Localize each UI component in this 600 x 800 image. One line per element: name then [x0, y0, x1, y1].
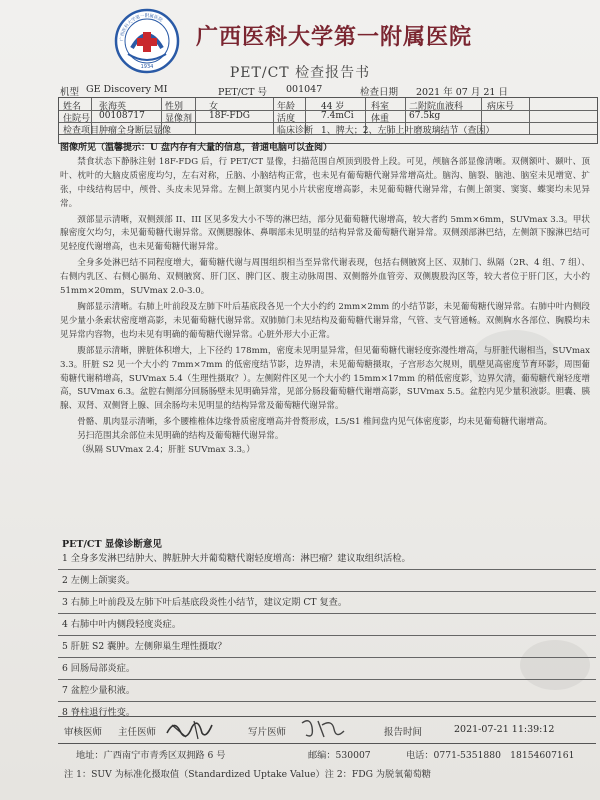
- petct-no-label: PET/CT 号: [218, 87, 267, 98]
- findings-paragraph: （纵隔 SUVmax 2.4；肝脏 SUVmax 3.3。）: [77, 445, 255, 456]
- findings-paragraph: 骨骼、肌肉显示清晰，多个腰椎椎体边缘骨质密度增高并骨赘形成，L5/S1 椎间盘内见气体密度影，均未见葡萄糖代谢增高。: [77, 417, 553, 428]
- name-label: 姓名: [63, 102, 82, 112]
- activity-label: 活度: [277, 114, 296, 124]
- report-time-label: 报告时间: [384, 727, 423, 738]
- signature-row: [58, 716, 596, 744]
- diagnosis-item: 8 脊柱退行性变。: [62, 707, 136, 718]
- weight-label: 体重: [371, 114, 390, 124]
- writer-label: 写片医师: [248, 727, 287, 738]
- exam-item: 肿瘤全身断层显像: [99, 126, 172, 136]
- patient-age: 44 岁: [321, 102, 345, 112]
- attending-label: 主任医师: [118, 727, 157, 738]
- diagnosis-list: [58, 548, 596, 723]
- patient-dept: 二附院血液科: [409, 102, 464, 112]
- clinical-diagnosis: 1、脾大；2、左肺上叶磨玻璃结节（查因）: [321, 126, 495, 136]
- diagnosis-item: 4 右肺中叶内侧段轻度炎症。: [58, 614, 596, 636]
- diagnosis-item: 2 左侧上颌窦炎。: [58, 570, 596, 592]
- machine-label: 机型: [60, 87, 80, 98]
- machine-value: GE Discovery MI: [86, 84, 168, 95]
- sex-label: 性别: [165, 102, 184, 112]
- attending-signature: [164, 713, 214, 743]
- svg-text:广西医科大学第一附属医院: 广西医科大学第一附属医院: [119, 13, 164, 42]
- findings-paragraph: 另扫范围其余部位未见明确的结构及葡萄糖代谢异常。: [77, 431, 284, 442]
- footer-note: 注 1：SUV 为标准化摄取值（Standardized Uptake Value）注 2：FDG 为脱氧葡萄糖: [64, 769, 431, 780]
- footer-postcode: 邮编：530007: [308, 750, 371, 761]
- patient-name: 张海英: [99, 102, 127, 112]
- findings-paragraph: 禁食状态下静脉注射 18F-FDG 后，行 PET/CT 显像，扫描范围自颅顶到股骨上段。可见，颅脑各部显像清晰。双侧额叶、颞叶、顶叶、枕叶的大脑皮质密度均匀，左右对称，丘脑、小脑结构正常，也未见有葡萄糖代谢异常增高灶。脑沟、脑裂、脑池、脑室未见增宽、扩张，中线结构居中，颅骨、头皮未见异常。左侧上颌窦内见小片状密度增高影，未见葡萄糖代谢异常，右侧上颌窦、窦窦、蝶窦均未见异常。: [60, 156, 590, 209]
- patient-info-table: [58, 97, 598, 144]
- diagnosis-item: 1 全身多发淋巴结肿大、脾脏肿大并葡萄糖代谢轻度增高：淋巴瘤？建议取组织活检。: [58, 548, 596, 570]
- diagnosis-item: 6 回肠局部炎症。: [58, 658, 596, 680]
- svg-text:1934: 1934: [140, 64, 154, 70]
- writer-signature: [298, 713, 348, 743]
- patient-sex: 女: [209, 102, 219, 112]
- findings-section: [60, 142, 590, 458]
- findings-paragraph: 腹部显示清晰，脾脏体积增大，上下径约 178mm，密度未见明显异常，但见葡萄糖代谢轻度弥漫性增高，与肝脏代谢相当，SUVmax 3.3。肝脏 S2 见一个大小约 7mm×7mm 的低密度结节影，边界清，未见葡萄糖摄取，子宫形态欠规则，肌壁见高密度节育环影，周围葡萄糖代谢稍增高，SUVmax 5.4（生理性摄取？）。左侧附件区见一个大小约 15mm×17mm 的稍低密度影，边界欠清，葡萄糖代谢轻度增高，SUVmax 6.3。盆腔右侧部分回肠肠壁未见明确异常，见部分肠段葡萄糖代谢增高影，SUVmax 5.5。盆腔内见少量积液影。胆囊、胰腺、双肾、双侧肾上腺、回余肠均未见明显的结构异常及葡萄糖代谢异常。: [60, 345, 590, 412]
- report-time: 2021-07-21 11:39:12: [454, 724, 555, 735]
- diagnosis-heading: PET/CT 显像诊断意见: [62, 539, 162, 550]
- dept-label: 科室: [371, 102, 390, 112]
- findings-heading: 图像所见（温馨提示：U 盘内存有大量的信息，普通电脑可以查阅）: [60, 143, 332, 153]
- tracer-activity: 7.4mCi: [321, 111, 354, 121]
- exam-date-label: 检查日期: [360, 87, 399, 98]
- inpatient-label: 住院号: [63, 114, 91, 124]
- hospital-name: 广西医科大学第一附属医院: [196, 24, 473, 50]
- clinical-label: 临床诊断: [277, 126, 314, 136]
- findings-paragraph: 颈部显示清晰，双侧颈部 II、III 区见多发大小不等的淋巴结，部分见葡萄糖代谢增高，较大者约 5mm×6mm，SUVmax 3.3。甲状腺密度欠均匀，未见葡萄糖代谢异常。双侧腮腺体、鼻咽部未见明显的结构异常及葡萄糖代谢异常。双侧颈部淋巴结，左侧颌下腺淋巴结可见轻度代谢增高，也未见葡萄糖代谢异常。: [60, 214, 590, 253]
- findings-paragraph: 胸部显示清晰。右肺上叶前段及左肺下叶后基底段各见一个大小约约 2mm×2mm 的小结节影，未见葡萄糖代谢异常。右肺中叶内侧段见少量小条索状密度增高影，未见葡萄糖代谢异常。双肺肺门未见结构及葡萄糖代谢异常，气管、支气管通畅。双侧胸水各部位、胸膜均未见异常内容物，也均未见有明确的葡萄糖代谢异常。心脏外形大小正常。: [60, 301, 590, 340]
- petct-no-value: 001047: [286, 84, 323, 95]
- findings-paragraph: 全身多处淋巴结不同程度增大，葡萄糖代谢与周围组织相当至异常代谢表现，包括右侧腋窝上区、双肺门、纵隔（2R、4 组、7 组）、右侧内乳区、右侧心膈角、双侧腋窝、肝门区、脾门区、腹主动脉周围、双侧髂外血管旁、双侧腹股沟区等，较大者位于肝门区，大小约 51mm×20mm，SUVmax 2.0-3.0。: [60, 258, 590, 297]
- footer-phone: 电话：0771-5351880 18154607161: [406, 750, 575, 761]
- exam-label: 检查项目: [63, 126, 100, 136]
- age-label: 年龄: [277, 102, 296, 112]
- report-title: PET/CT 检查报告书: [229, 65, 371, 81]
- diagnosis-item: 5 肝脏 S2 囊肿。左侧卵巢生理性摄取？: [58, 636, 596, 658]
- exam-date-value: 2021 年 07 月 21 日: [416, 87, 508, 98]
- agent-label: 显像剂: [165, 114, 193, 124]
- diagnosis-item: 7 盆腔少量积液。: [58, 680, 596, 702]
- patient-weight: 67.5kg: [409, 111, 441, 121]
- tracer-agent: 18F-FDG: [209, 111, 250, 121]
- footer-address: 地址：广西南宁市青秀区双拥路 6 号: [76, 750, 226, 761]
- diagnosis-item: 3 右肺上叶前段及左肺下叶后基底段炎性小结节，建议定期 CT 复查。: [58, 592, 596, 614]
- inpatient-no: 00108717: [99, 111, 145, 121]
- bed-label: 病床号: [487, 102, 515, 112]
- reviewer-label: 审核医师: [64, 727, 103, 738]
